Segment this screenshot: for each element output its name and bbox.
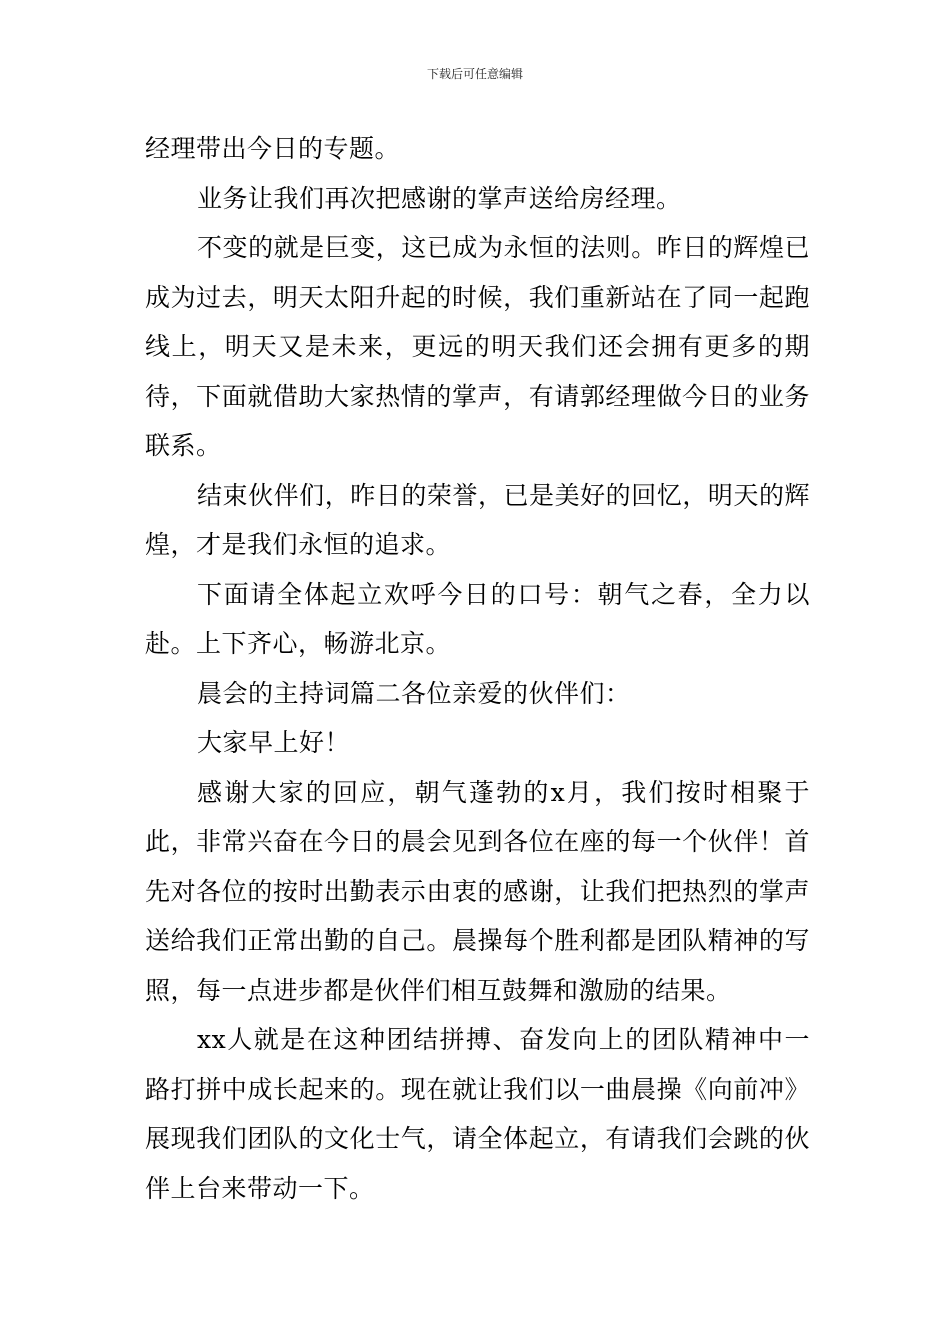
greeting-paragraph: 大家早上好！	[197, 728, 351, 757]
page-header: 下载后可任意编辑	[426, 67, 523, 81]
paragraph: xx人就是在这种团结拼搏、奋发向上的团队精神中一路打拼中成长起来的。现在就让我们以一曲晨操《向前冲》展现我们团队的文化士气，请全体起立，有请我们会跳的伙伴上台来带动一下。	[145, 1025, 810, 1203]
paragraph-continuation: 经理带出今日的专题。	[145, 134, 401, 163]
section-heading-paragraph: 晨会的主持词篇二各位亲爱的伙伴们：	[197, 678, 631, 708]
paragraph: 业务让我们再次把感谢的掌声送给房经理。	[197, 183, 682, 213]
document-body	[145, 124, 810, 1213]
paragraph: 下面请全体起立欢呼今日的口号：朝气之春，全力以赴。上下齐心，畅游北京。	[145, 579, 810, 658]
paragraph: 结束伙伴们，昨日的荣誉，已是美好的回忆，明天的辉煌，才是我们永恒的追求。	[145, 480, 810, 559]
paragraph: 不变的就是巨变，这已成为永恒的法则。昨日的辉煌已成为过去，明天太阳升起的时候，我们重新站在了同一起跑线上，明天又是未来，更远的明天我们还会拥有更多的期待，下面就借助大家热情的掌声，有请郭经理做今日的业务联系。	[145, 233, 810, 460]
paragraph: 感谢大家的回应，朝气蓬勃的x月，我们按时相聚于此，非常兴奋在今日的晨会见到各位在座的每一个伙伴！首先对各位的按时出勤表示由衷的感谢，让我们把热烈的掌声送给我们正常出勤的自己。晨操每个胜利都是团队精神的写照，每一点进步都是伙伴们相互鼓舞和激励的结果。	[145, 777, 810, 1005]
